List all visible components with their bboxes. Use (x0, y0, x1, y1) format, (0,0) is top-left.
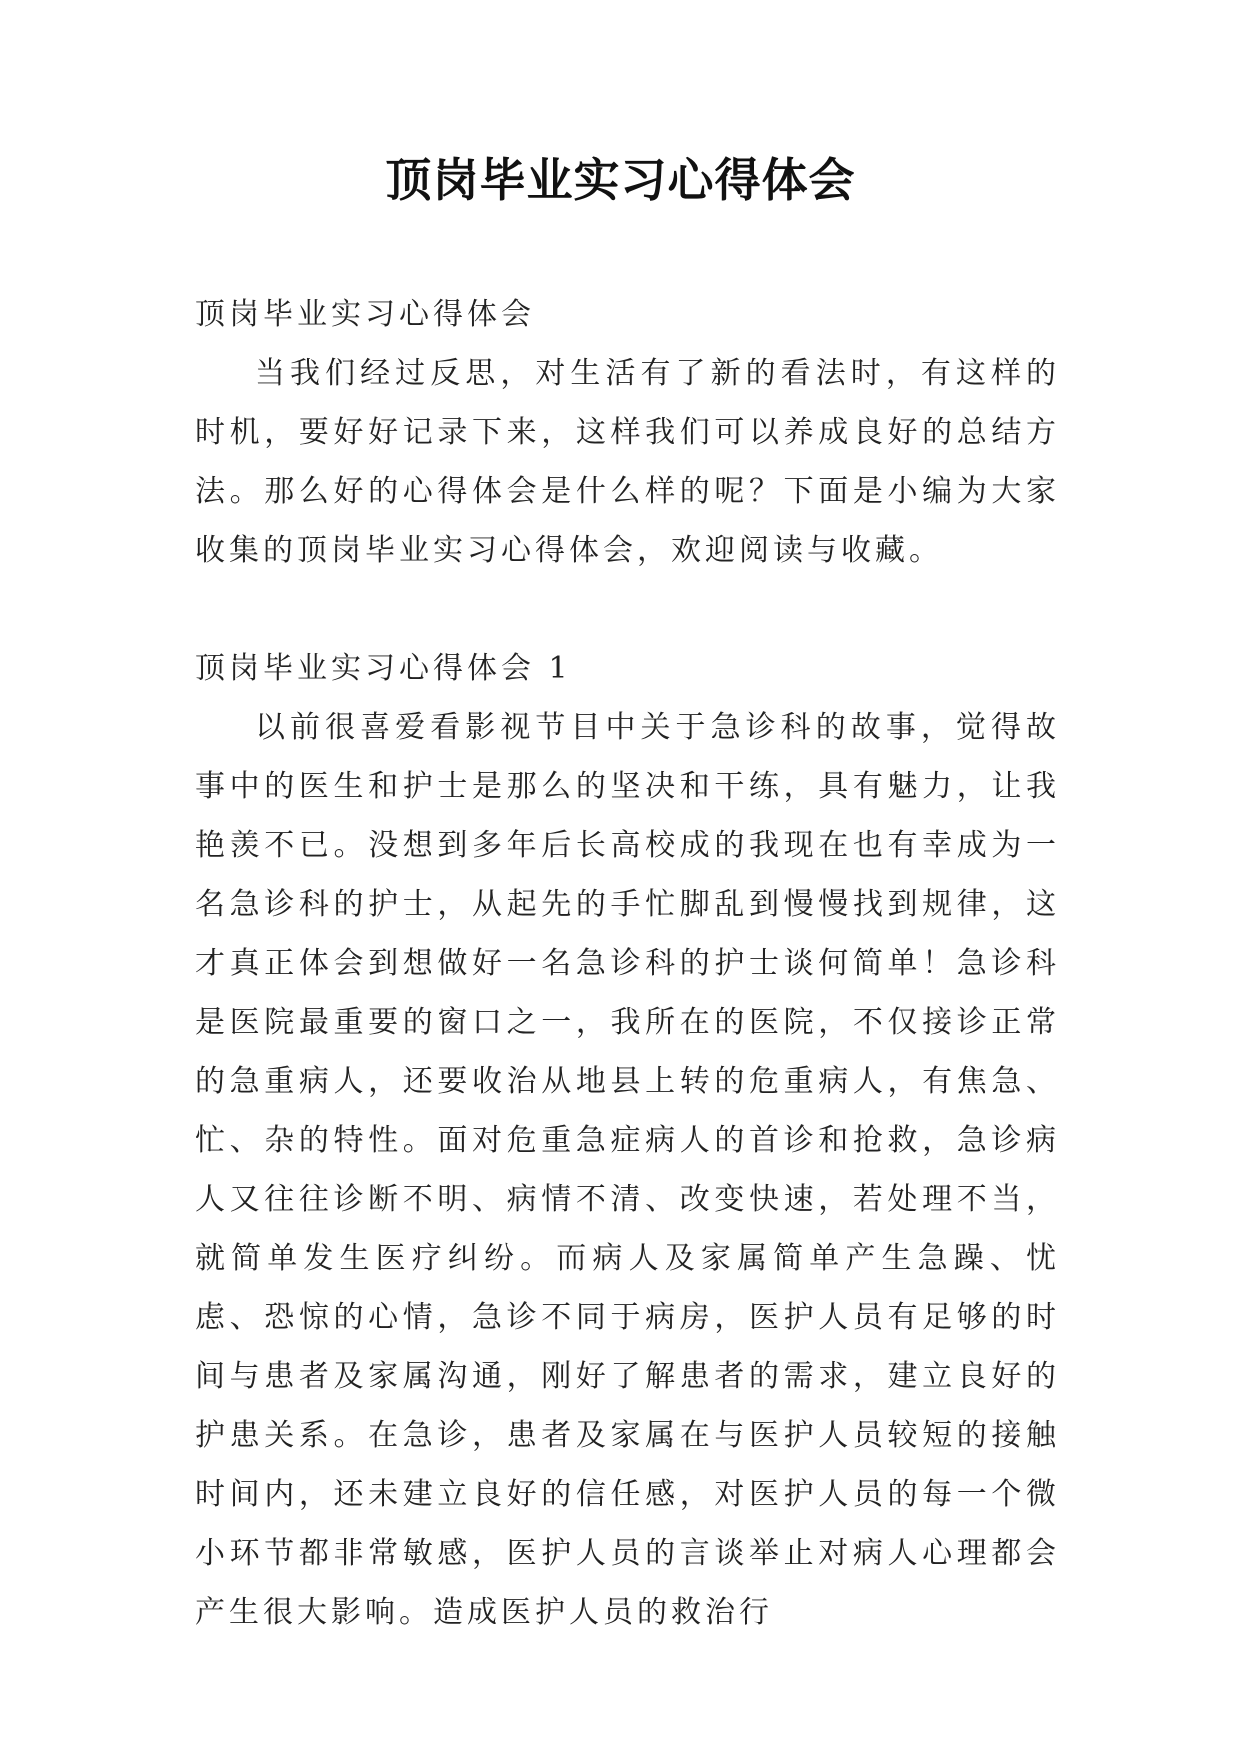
section-1-heading: 顶岗毕业实习心得体会 1 (195, 651, 572, 686)
document-body (195, 285, 1060, 1642)
document-title: 顶岗毕业实习心得体会 (385, 153, 856, 207)
section-spacer (195, 580, 1060, 639)
intro-paragraph: 当我们经过反思，对生活有了新的看法时，有这样的时机，要好好记录下来，这样我们可以养成良好的总结方法。那么好的心得体会是什么样的呢？下面是小编为大家收集的顶岗毕业实习心得体会，欢迎阅读与收藏。 (195, 356, 1060, 568)
intro-heading: 顶岗毕业实习心得体会 (195, 297, 535, 332)
section-1-paragraph: 以前很喜爱看影视节目中关于急诊科的故事，觉得故事中的医生和护士是那么的坚决和干练，具有魅力，让我艳羡不已。没想到多年后长高校成的我现在也有幸成为一名急诊科的护士，从起先的手忙脚乱到慢慢找到规律，这才真正体会到想做好一名急诊科的护士谈何简单！急诊科是医院最重要的窗口之一，我所在的医院，不仅接诊正常的急重病人，还要收治从地县上转的危重病人，有焦急、忙、杂的特性。面对危重急症病人的首诊和抢救，急诊病人又往往诊断不明、病情不清、改变快速，若处理不当，就简单发生医疗纠纷。而病人及家属简单产生急躁、忧虑、恐惊的心情，急诊不同于病房，医护人员有足够的时间与患者及家属沟通，刚好了解患者的需求，建立良好的护患关系。在急诊，患者及家属在与医护人员较短的接触时间内，还未建立良好的信任感，对医护人员的每一个微小环节都非常敏感，医护人员的言谈举止对病人心理都会产生很大影响。造成医护人员的救治行 (195, 710, 1060, 1630)
